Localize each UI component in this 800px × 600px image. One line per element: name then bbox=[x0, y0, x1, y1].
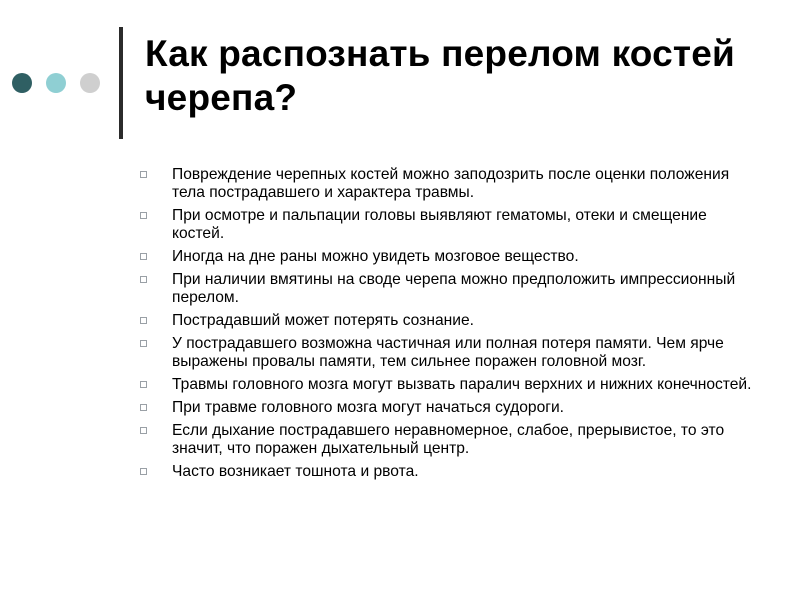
square-bullet-icon bbox=[140, 468, 147, 475]
decorative-dots bbox=[12, 72, 100, 94]
bullet-text: Если дыхание пострадавшего неравномерное, слабое, прерывистое, то это значит, что поражен дыхательный центр. bbox=[172, 422, 725, 457]
bullet-item bbox=[140, 376, 760, 394]
bullet-text: Травмы головного мозга могут вызвать паралич верхних и нижних конечностей. bbox=[172, 376, 752, 393]
square-bullet-icon bbox=[140, 340, 147, 347]
bullet-item bbox=[140, 248, 760, 266]
bullet-item bbox=[140, 422, 760, 458]
square-bullet-icon bbox=[140, 212, 147, 219]
dot-light-teal-icon bbox=[46, 73, 66, 93]
square-bullet-icon bbox=[140, 427, 147, 434]
square-bullet-icon bbox=[140, 381, 147, 388]
bullet-item bbox=[140, 399, 760, 417]
square-bullet-icon bbox=[140, 253, 147, 260]
dot-gray-icon bbox=[80, 73, 100, 93]
bullet-item bbox=[140, 271, 760, 307]
bullet-item bbox=[140, 166, 760, 202]
bullet-text: При травме головного мозга могут начаться судороги. bbox=[172, 399, 565, 416]
bullet-text: Пострадавший может потерять сознание. bbox=[172, 312, 474, 329]
bullet-list bbox=[140, 166, 760, 486]
bullet-text: Иногда на дне раны можно увидеть мозговое вещество. bbox=[172, 248, 579, 265]
bullet-text: При наличии вмятины на своде черепа можно предположить импрессионный перелом. bbox=[172, 271, 736, 306]
bullet-text: У пострадавшего возможна частичная или полная потеря памяти. Чем ярче выражены провалы памяти, тем сильнее поражен головной мозг. bbox=[172, 335, 724, 370]
slide-title: Как распознать перелом костей черепа? bbox=[145, 33, 735, 118]
bullet-text: Повреждение черепных костей можно заподозрить после оценки положения тела пострадавшего и характера травмы. bbox=[172, 166, 730, 201]
bullet-item bbox=[140, 207, 760, 243]
bullet-item bbox=[140, 463, 760, 481]
square-bullet-icon bbox=[140, 276, 147, 283]
bullet-text: При осмотре и пальпации головы выявляют гематомы, отеки и смещение костей. bbox=[172, 207, 707, 242]
bullet-item bbox=[140, 312, 760, 330]
square-bullet-icon bbox=[140, 171, 147, 178]
title-divider bbox=[119, 27, 123, 139]
square-bullet-icon bbox=[140, 404, 147, 411]
bullet-text: Часто возникает тошнота и рвота. bbox=[172, 463, 419, 480]
bullet-item bbox=[140, 335, 760, 371]
dot-dark-teal-icon bbox=[12, 73, 32, 93]
square-bullet-icon bbox=[140, 317, 147, 324]
